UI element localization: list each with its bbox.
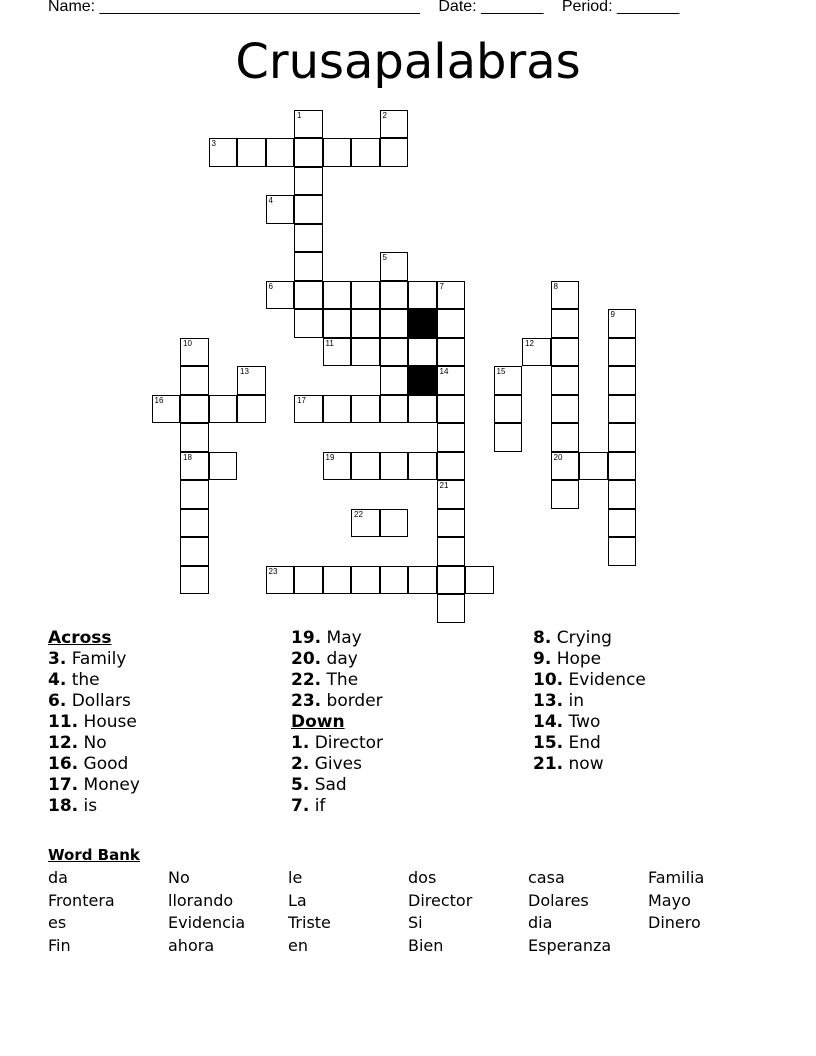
grid-cell[interactable]: [494, 423, 523, 452]
grid-cell[interactable]: [494, 395, 523, 424]
clue-text: Sad: [314, 775, 347, 795]
grid-cell[interactable]: [294, 195, 323, 224]
grid-cell[interactable]: [323, 566, 352, 595]
grid-cell[interactable]: [180, 452, 209, 481]
clues-column-2: [291, 628, 383, 817]
grid-cell[interactable]: [209, 395, 238, 424]
clue-item: [48, 670, 140, 691]
grid-cell[interactable]: [351, 138, 380, 167]
grid-cell[interactable]: [323, 138, 352, 167]
clue-item: [291, 796, 383, 817]
clue-text: Director: [314, 733, 383, 753]
grid-cell[interactable]: [237, 395, 266, 424]
grid-cell[interactable]: [380, 281, 409, 310]
clue-num: 10.: [533, 670, 564, 690]
clue-item: [533, 733, 646, 754]
word-bank-word: Frontera: [48, 890, 115, 910]
clue-item: [533, 712, 646, 733]
grid-cell[interactable]: [152, 395, 181, 424]
clue-text: Evidence: [568, 670, 646, 690]
word-bank-word: Director: [408, 890, 473, 910]
clue-number: 18: [183, 452, 192, 462]
word-bank-word: Esperanza: [528, 935, 612, 955]
grid-cell[interactable]: [180, 537, 209, 566]
clue-text: Family: [71, 649, 127, 669]
grid-cell[interactable]: [351, 452, 380, 481]
grid-cell[interactable]: [551, 281, 580, 310]
clue-item: [533, 628, 646, 649]
grid-cell[interactable]: [351, 309, 380, 338]
clue-num: 22.: [291, 670, 322, 690]
clue-num: 17.: [48, 775, 79, 795]
grid-cell[interactable]: [551, 366, 580, 395]
black-cell: [408, 309, 437, 338]
clue-text: if: [314, 796, 326, 816]
grid-cell[interactable]: [294, 252, 323, 281]
grid-cell[interactable]: [180, 366, 209, 395]
grid-cell[interactable]: [323, 452, 352, 481]
grid-cell[interactable]: [408, 452, 437, 481]
date-field[interactable]: Date: _______: [438, 0, 544, 15]
grid-cell[interactable]: [294, 110, 323, 139]
clue-item: [48, 733, 140, 754]
grid-cell[interactable]: [180, 395, 209, 424]
word-bank-word: Si: [408, 913, 423, 932]
clue-num: 23.: [291, 691, 322, 711]
grid-cell[interactable]: [579, 452, 608, 481]
clue-num: 9.: [533, 649, 552, 669]
clue-num: 1.: [291, 733, 310, 753]
grid-cell[interactable]: [437, 452, 466, 481]
clue-num: 14.: [533, 712, 564, 732]
grid-cell[interactable]: [608, 452, 637, 481]
grid-cell[interactable]: [323, 338, 352, 367]
clue-num: 5.: [291, 775, 310, 795]
clue-number: 19: [325, 452, 335, 462]
grid-cell[interactable]: [294, 167, 323, 196]
grid-cell[interactable]: [380, 395, 409, 424]
clue-number: 12: [525, 338, 534, 348]
word-bank-word: No: [168, 868, 190, 887]
clue-item: [291, 754, 383, 775]
clue-num: 19.: [291, 628, 322, 648]
grid-cell[interactable]: [209, 452, 238, 481]
grid-cell[interactable]: [323, 281, 352, 310]
word-bank-word: en: [288, 935, 308, 955]
clue-number: 7: [439, 281, 444, 291]
clue-item: [291, 670, 383, 691]
grid-cell[interactable]: [323, 309, 352, 338]
clue-item: [533, 754, 646, 775]
clue-text: House: [83, 712, 137, 732]
clue-item: [533, 649, 646, 670]
word-bank-word: ahora: [168, 935, 215, 955]
down-heading: Down: [291, 712, 345, 732]
grid-cell[interactable]: [437, 395, 466, 424]
clue-num: 11.: [48, 712, 79, 732]
clues-column-3: [533, 628, 646, 775]
clue-item: [48, 796, 140, 817]
clue-number: 16: [154, 395, 164, 405]
clue-text: now: [568, 754, 604, 774]
word-bank-word: dia: [528, 913, 553, 932]
grid-cell[interactable]: [294, 281, 323, 310]
word-bank-word: dos: [408, 868, 437, 887]
clue-num: 8.: [533, 628, 552, 648]
clue-number: 8: [553, 281, 558, 291]
clue-item: [291, 691, 383, 712]
clue-number: 11: [325, 338, 334, 348]
grid-cell[interactable]: [608, 366, 637, 395]
clue-number: 9: [610, 310, 615, 319]
grid-cell[interactable]: [266, 566, 295, 595]
name-field[interactable]: Name: ____________________________________: [48, 0, 420, 15]
clue-text: the: [71, 670, 100, 690]
clue-item: [291, 733, 383, 754]
grid-cell[interactable]: [437, 338, 466, 367]
word-bank-heading: Word Bank: [48, 846, 140, 864]
black-cell: [408, 366, 437, 395]
clue-text: No: [83, 733, 107, 753]
grid-cell[interactable]: [408, 566, 437, 595]
clue-text: Good: [83, 754, 129, 774]
clues-column-1: [48, 628, 140, 817]
clue-item: [48, 649, 140, 670]
clue-num: 21.: [533, 754, 564, 774]
clue-number: 1: [297, 110, 302, 120]
word-bank-word: da: [48, 868, 68, 887]
grid-cell[interactable]: [522, 338, 551, 367]
grid-cell[interactable]: [237, 366, 266, 395]
grid-cell[interactable]: [408, 281, 437, 310]
clue-item: [291, 775, 383, 796]
clue-num: 2.: [291, 754, 310, 774]
clue-number: 3: [211, 139, 216, 148]
clue-num: 18.: [48, 796, 79, 816]
grid-cell[interactable]: [437, 537, 466, 566]
grid-cell[interactable]: [380, 566, 409, 595]
clue-item: [48, 775, 140, 796]
clue-item: [48, 691, 140, 712]
grid-cell[interactable]: [408, 395, 437, 424]
grid-cell[interactable]: [437, 509, 466, 538]
clue-number: 2: [382, 110, 387, 120]
grid-cell[interactable]: [551, 452, 580, 481]
clue-number: 23: [268, 566, 278, 576]
grid-cell[interactable]: [380, 110, 409, 139]
clue-number: 10: [183, 338, 192, 348]
grid-cell[interactable]: [551, 309, 580, 338]
grid-cell[interactable]: [608, 537, 637, 566]
clue-num: 15.: [533, 733, 564, 753]
grid-cell[interactable]: [608, 509, 637, 538]
clue-text: Crying: [556, 628, 612, 648]
word-bank-word: llorando: [168, 890, 234, 910]
clue-item: [533, 670, 646, 691]
grid-cell[interactable]: [266, 138, 295, 167]
clue-text: border: [326, 691, 383, 711]
word-bank-word: Familia: [648, 868, 705, 887]
clue-item: [291, 628, 383, 649]
grid-cell[interactable]: [608, 395, 637, 424]
grid-cell[interactable]: [266, 195, 295, 224]
grid-cell[interactable]: [294, 309, 323, 338]
clue-num: 4.: [48, 670, 67, 690]
grid-cell[interactable]: [380, 138, 409, 167]
clue-number: 17: [297, 395, 306, 405]
grid-cell[interactable]: [294, 138, 323, 167]
grid-cell[interactable]: [437, 480, 466, 509]
clue-num: 6.: [48, 691, 67, 711]
grid-cell[interactable]: [494, 366, 523, 395]
grid-cell[interactable]: [465, 566, 494, 595]
clue-number: 6: [268, 281, 273, 291]
clue-text: Hope: [556, 649, 602, 669]
word-bank-word: Mayo: [648, 890, 691, 910]
grid-cell[interactable]: [351, 509, 380, 538]
grid-cell[interactable]: [351, 395, 380, 424]
grid-cell[interactable]: [180, 566, 209, 595]
period-field[interactable]: Period: _______: [561, 0, 680, 15]
grid-cell[interactable]: [294, 395, 323, 424]
grid-cell[interactable]: [180, 509, 209, 538]
across-heading: Across: [48, 628, 112, 648]
clue-text: Dollars: [71, 691, 131, 711]
clue-text: The: [326, 670, 359, 690]
grid-cell[interactable]: [180, 338, 209, 367]
clue-num: 12.: [48, 733, 79, 753]
grid-cell[interactable]: [380, 366, 409, 395]
grid-cell[interactable]: [551, 395, 580, 424]
word-bank-word: Evidencia: [168, 913, 246, 932]
clue-num: 3.: [48, 649, 67, 669]
grid-cell[interactable]: [551, 480, 580, 509]
grid-cell[interactable]: [408, 338, 437, 367]
clue-number: 15: [496, 367, 506, 376]
clue-text: End: [568, 733, 601, 753]
clue-number: 21: [439, 481, 449, 490]
clue-num: 7.: [291, 796, 310, 816]
grid-cell[interactable]: [351, 338, 380, 367]
grid-cell[interactable]: [437, 309, 466, 338]
grid-cell[interactable]: [180, 480, 209, 509]
grid-cell[interactable]: [209, 138, 238, 167]
clue-text: is: [83, 796, 98, 816]
word-bank-word: es: [48, 913, 67, 932]
grid-cell[interactable]: [323, 395, 352, 424]
clue-item: [48, 754, 140, 775]
grid-cell[interactable]: [380, 452, 409, 481]
grid-cell[interactable]: [437, 281, 466, 310]
clue-number: 13: [240, 367, 249, 376]
clue-item: [48, 712, 140, 733]
word-bank-word: le: [288, 868, 303, 887]
word-bank-word: casa: [528, 868, 565, 887]
word-bank-word: Bien: [408, 935, 444, 955]
grid-cell[interactable]: [437, 423, 466, 452]
clue-text: Money: [83, 775, 140, 795]
clue-number: 5: [382, 253, 387, 262]
header-fields: [48, 0, 748, 16]
grid-cell[interactable]: [551, 338, 580, 367]
grid-cell[interactable]: [351, 566, 380, 595]
grid-cell[interactable]: [437, 566, 466, 595]
clue-number: 22: [354, 509, 363, 519]
grid-cell[interactable]: [437, 366, 466, 395]
clue-text: day: [326, 649, 358, 669]
clue-num: 20.: [291, 649, 322, 669]
clue-text: Gives: [314, 754, 362, 774]
grid-cell[interactable]: [180, 423, 209, 452]
clue-number: 4: [268, 196, 273, 205]
grid-cell[interactable]: [380, 309, 409, 338]
clue-num: 13.: [533, 691, 564, 711]
grid-cell[interactable]: [294, 566, 323, 595]
grid-cell[interactable]: [608, 480, 637, 509]
clue-text: May: [326, 628, 362, 648]
clue-text: in: [568, 691, 585, 711]
clue-number: 14: [439, 367, 449, 376]
clue-text: Two: [568, 712, 601, 732]
grid-cell[interactable]: [380, 252, 409, 281]
grid-cell[interactable]: [551, 423, 580, 452]
word-bank-word: La: [288, 890, 307, 910]
grid-cell[interactable]: [608, 338, 637, 367]
grid-cell[interactable]: [351, 281, 380, 310]
page-title: Crusapalabras: [235, 34, 581, 90]
grid-cell[interactable]: [380, 338, 409, 367]
word-bank-word: Dinero: [648, 913, 701, 932]
grid-cell[interactable]: [266, 281, 295, 310]
grid-cell[interactable]: [437, 594, 466, 623]
clue-item: [533, 691, 646, 712]
grid-cell[interactable]: [237, 138, 266, 167]
grid-cell[interactable]: [608, 423, 637, 452]
grid-cell[interactable]: [380, 509, 409, 538]
grid-cell[interactable]: [294, 224, 323, 253]
word-bank-word: Fin: [48, 935, 71, 955]
word-bank-word: Triste: [288, 913, 331, 932]
clue-num: 16.: [48, 754, 79, 774]
word-bank-word: Dolares: [528, 890, 589, 910]
clue-number: 20: [553, 452, 563, 462]
clue-item: [291, 649, 383, 670]
grid-cell[interactable]: [608, 309, 637, 338]
